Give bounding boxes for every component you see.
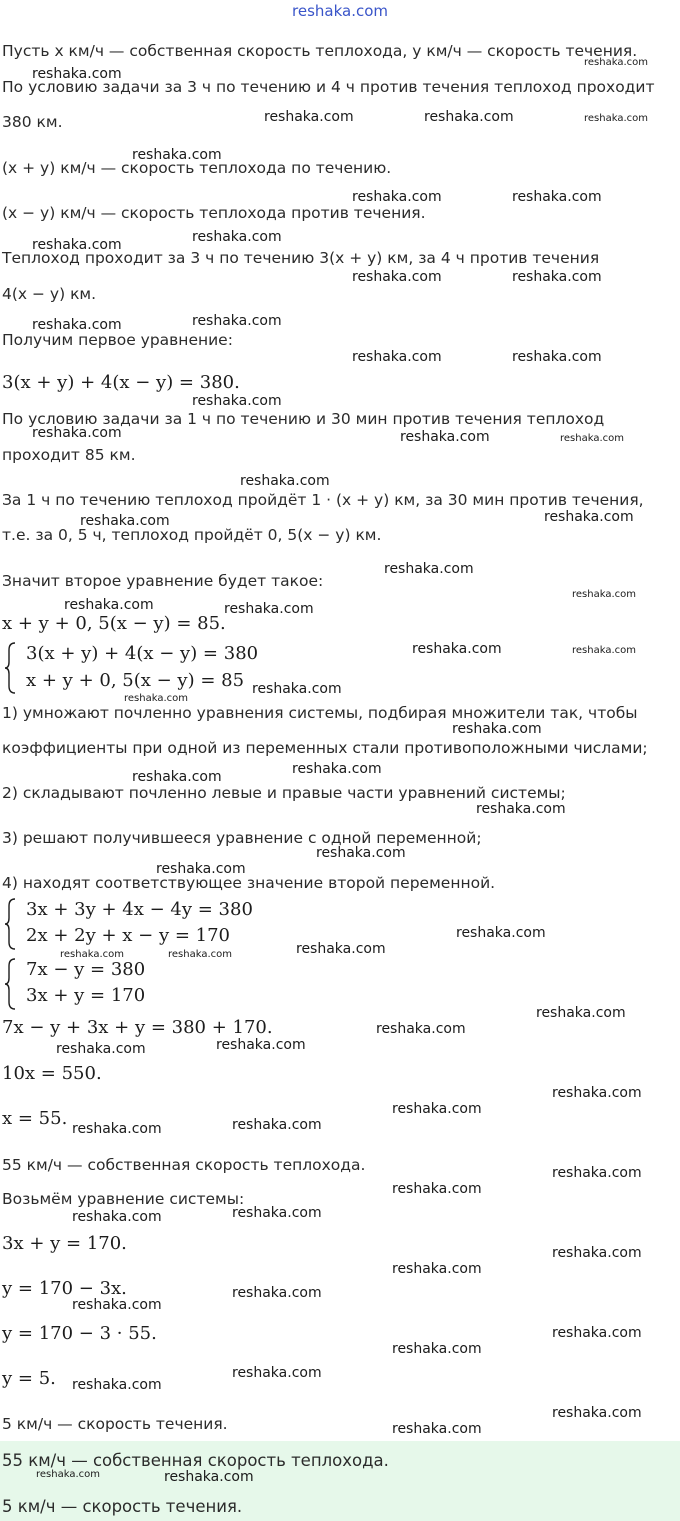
text-line-second-equation-intro: Значит второе уравнение будет такое: <box>2 572 324 590</box>
watermark: reshaka.com <box>72 1121 162 1137</box>
text-step-2: 2) складывают почленно левые и правые части уравнений системы; <box>2 784 566 802</box>
watermark: reshaka.com <box>512 189 602 205</box>
text-step-3: 3) решают получившееся уравнение с одной переменной; <box>2 829 482 847</box>
watermark: reshaka.com <box>132 769 222 785</box>
brace-icon <box>4 898 16 950</box>
watermark: reshaka.com <box>316 845 406 861</box>
equation-second: x + y + 0, 5(x − y) = 85. <box>2 613 226 634</box>
watermark: reshaka.com <box>232 1205 322 1221</box>
equation-y-expression: y = 170 − 3x. <box>2 1278 127 1299</box>
watermark: reshaka.com <box>164 1469 254 1485</box>
watermark: reshaka.com <box>36 1469 100 1480</box>
watermark: reshaka.com <box>552 1325 642 1341</box>
watermark: reshaka.com <box>584 57 648 68</box>
watermark: reshaka.com <box>352 269 442 285</box>
equation-sum: 7x − y + 3x + y = 380 + 170. <box>2 1017 273 1038</box>
watermark: reshaka.com <box>572 645 636 656</box>
watermark: reshaka.com <box>156 861 246 877</box>
watermark: reshaka.com <box>456 925 546 941</box>
watermark: reshaka.com <box>252 681 342 697</box>
watermark: reshaka.com <box>264 109 354 125</box>
equation-10x: 10x = 550. <box>2 1063 102 1084</box>
watermark: reshaka.com <box>552 1085 642 1101</box>
text-line-distance-85: проходит 85 км. <box>2 446 136 464</box>
watermark: reshaka.com <box>232 1365 322 1381</box>
watermark: reshaka.com <box>352 189 442 205</box>
watermark: reshaka.com <box>192 229 282 245</box>
text-line-distance-upstream: 4(x − y) км. <box>2 285 97 303</box>
watermark: reshaka.com <box>376 1021 466 1037</box>
watermark: reshaka.com <box>124 693 188 704</box>
watermark: reshaka.com <box>424 109 514 125</box>
equation-3x-y: 3x + y = 170. <box>2 1233 127 1254</box>
system-3-row-2: 3x + y = 170 <box>26 985 146 1006</box>
watermark: reshaka.com <box>32 66 122 82</box>
equation-system-3 <box>4 958 204 1010</box>
text-line-downstream-speed: (x + y) км/ч — скорость теплохода по течению. <box>2 159 392 177</box>
watermark: reshaka.com <box>192 313 282 329</box>
watermark: reshaka.com <box>392 1341 482 1357</box>
watermark: reshaka.com <box>560 433 624 444</box>
answer-current-speed: 5 км/ч — скорость течения. <box>2 1497 243 1516</box>
watermark: reshaka.com <box>544 509 634 525</box>
watermark: reshaka.com <box>64 597 154 613</box>
watermark: reshaka.com <box>352 349 442 365</box>
text-line-first-equation-intro: Получим первое уравнение: <box>2 331 233 349</box>
brace-icon <box>4 642 16 694</box>
equation-x-value: x = 55. <box>2 1108 68 1129</box>
site-header-link[interactable]: reshaka.com <box>292 2 388 20</box>
watermark: reshaka.com <box>552 1165 642 1181</box>
watermark: reshaka.com <box>452 721 542 737</box>
brace-icon <box>4 958 16 1010</box>
watermark: reshaka.com <box>512 349 602 365</box>
text-take-equation: Возьмём уравнение системы: <box>2 1190 245 1208</box>
watermark: reshaka.com <box>240 473 330 489</box>
text-step-4: 4) находят соответствующее значение второй переменной. <box>2 874 496 892</box>
text-line-condition-1: По условию задачи за 3 ч по течению и 4 ч против течения теплоход проходит <box>2 78 655 96</box>
watermark: reshaka.com <box>392 1101 482 1117</box>
watermark: reshaka.com <box>552 1245 642 1261</box>
watermark: reshaka.com <box>400 429 490 445</box>
text-line-variables: Пусть x км/ч — собственная скорость теплохода, y км/ч — скорость течения. <box>2 42 638 60</box>
watermark: reshaka.com <box>572 589 636 600</box>
text-line-distance-380: 380 км. <box>2 113 63 131</box>
watermark: reshaka.com <box>60 949 124 960</box>
watermark: reshaka.com <box>72 1297 162 1313</box>
watermark: reshaka.com <box>536 1005 626 1021</box>
watermark: reshaka.com <box>32 317 122 333</box>
watermark: reshaka.com <box>292 761 382 777</box>
system-3-row-1: 7x − y = 380 <box>26 959 146 980</box>
watermark: reshaka.com <box>216 1037 306 1053</box>
watermark: reshaka.com <box>32 237 122 253</box>
text-line-distance-expressions: Теплоход проходит за 3 ч по течению 3(x + y) км, за 4 ч против течения <box>2 249 600 267</box>
text-line-half-hour: т.е. за 0, 5 ч, теплоход пройдёт 0, 5(x − y) км. <box>2 526 382 544</box>
system-2-row-1: 3x + 3y + 4x − 4y = 380 <box>26 899 253 920</box>
watermark: reshaka.com <box>392 1181 482 1197</box>
text-line-condition-2: По условию задачи за 1 ч по течению и 30 мин против течения теплоход <box>2 410 605 428</box>
watermark: reshaka.com <box>584 113 648 124</box>
watermark: reshaka.com <box>72 1377 162 1393</box>
watermark: reshaka.com <box>80 513 170 529</box>
watermark: reshaka.com <box>384 561 474 577</box>
equation-y-value: y = 5. <box>2 1368 56 1389</box>
equation-y-substitution: y = 170 − 3 · 55. <box>2 1323 157 1344</box>
text-step-1: 1) умножают почленно уравнения системы, подбирая множители так, чтобы <box>2 704 638 722</box>
watermark: reshaka.com <box>192 393 282 409</box>
system-1-row-2: x + y + 0, 5(x − y) = 85 <box>26 670 245 691</box>
system-1-row-1: 3(x + y) + 4(x − y) = 380 <box>26 643 259 664</box>
watermark: reshaka.com <box>512 269 602 285</box>
text-line-second-expressions: За 1 ч по течению теплоход пройдёт 1 · (x + y) км, за 30 мин против течения, <box>2 491 644 509</box>
watermark: reshaka.com <box>232 1285 322 1301</box>
watermark: reshaka.com <box>232 1117 322 1133</box>
answer-block <box>0 1441 680 1521</box>
watermark: reshaka.com <box>392 1421 482 1437</box>
watermark: reshaka.com <box>132 147 222 163</box>
watermark: reshaka.com <box>32 425 122 441</box>
equation-system-2 <box>4 898 304 950</box>
watermark: reshaka.com <box>552 1405 642 1421</box>
answer-ship-speed: 55 км/ч — собственная скорость теплохода. <box>2 1451 389 1470</box>
equation-first: 3(x + y) + 4(x − y) = 380. <box>2 372 240 393</box>
text-result-current-speed: 5 км/ч — скорость течения. <box>2 1415 228 1433</box>
watermark: reshaka.com <box>296 941 386 957</box>
text-result-ship-speed: 55 км/ч — собственная скорость теплохода. <box>2 1156 366 1174</box>
watermark: reshaka.com <box>392 1261 482 1277</box>
system-2-row-2: 2x + 2y + x − y = 170 <box>26 925 231 946</box>
watermark: reshaka.com <box>412 641 502 657</box>
text-line-upstream-speed: (x − y) км/ч — скорость теплохода против течения. <box>2 204 426 222</box>
watermark: reshaka.com <box>224 601 314 617</box>
watermark: reshaka.com <box>168 949 232 960</box>
watermark: reshaka.com <box>72 1209 162 1225</box>
watermark: reshaka.com <box>56 1041 146 1057</box>
text-step-1-continued: коэффициенты при одной из переменных стали противоположными числами; <box>2 739 648 757</box>
watermark: reshaka.com <box>476 801 566 817</box>
